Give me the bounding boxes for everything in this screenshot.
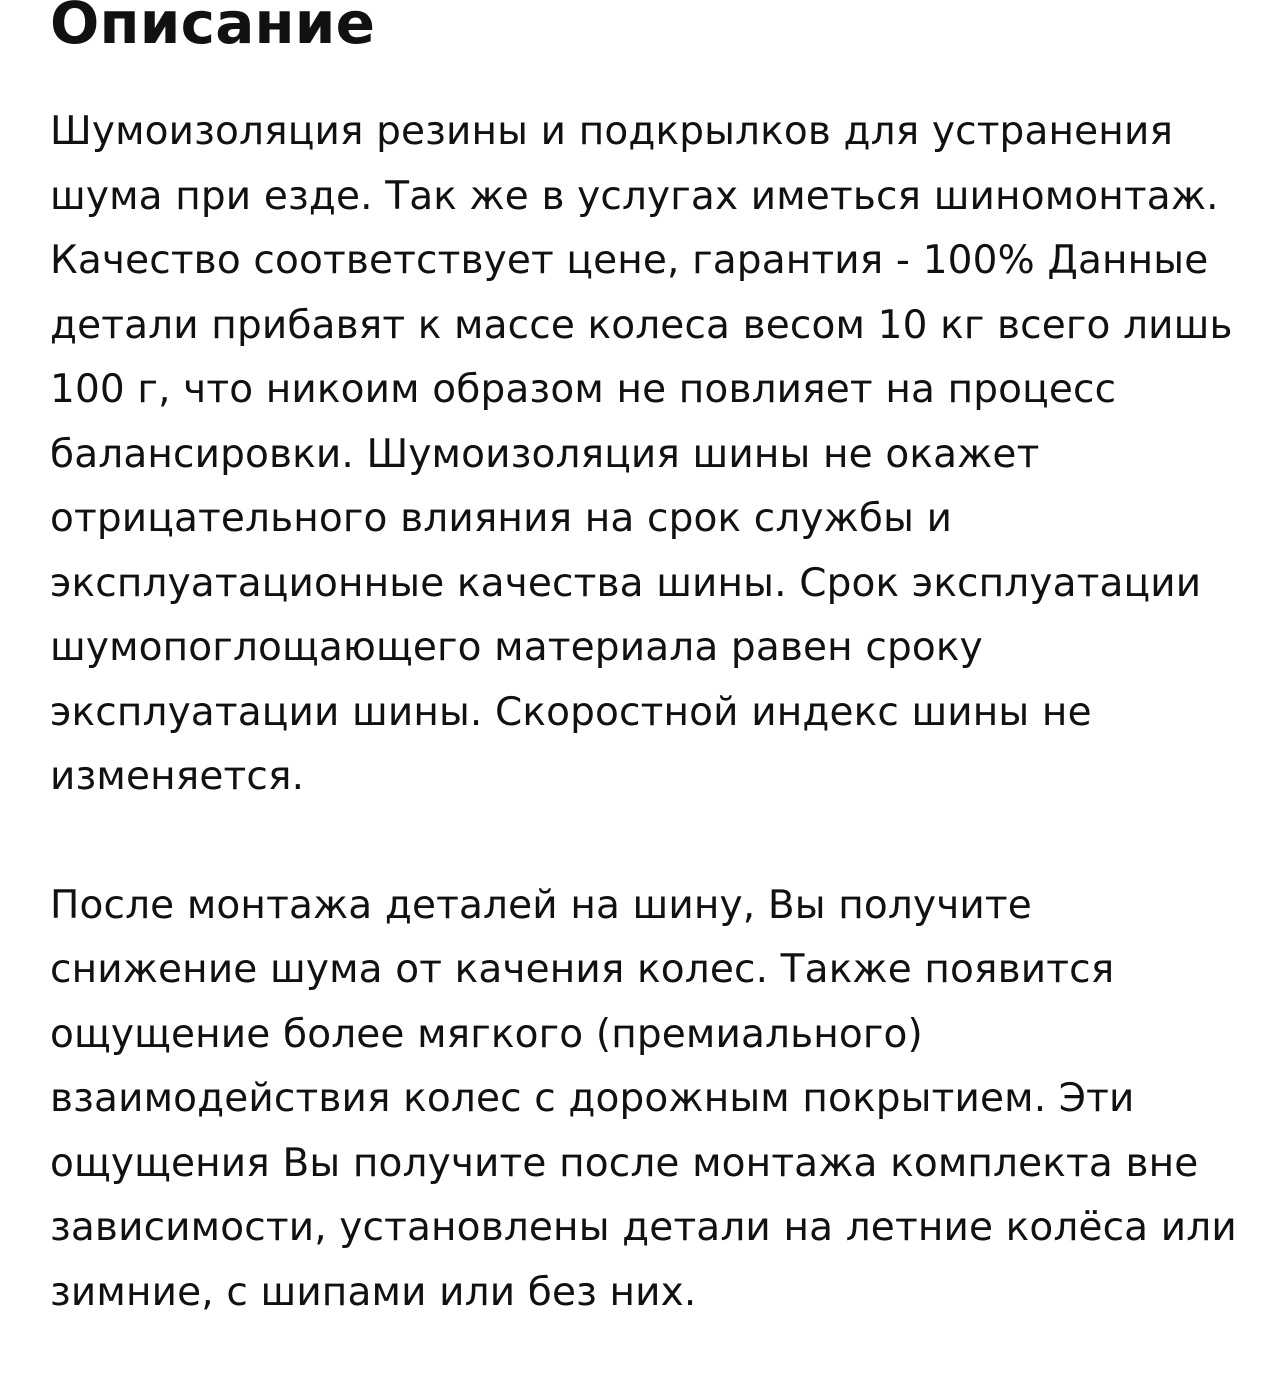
- description-body: [50, 100, 1240, 1325]
- section-title: Описание: [50, 0, 376, 57]
- description-paragraph-1: Шумоизоляция резины и подкрылков для устранения шума при езде. Так же в услугах иметься шиномонтаж. Качество соответствует цене, гарантия - 100% Данные детали прибавят к массе колеса весом 10 кг всего лишь 100 г, что никоим образом не повлияет на процесс балансировки. Шумоизоляция шины не окажет отрицательного влияния на срок службы и эксплуатационные качества шины. Срок эксплуатации шумопоглощающего материала равен сроку эксплуатации шины. Скоростной индекс шины не изменяется.: [50, 109, 1233, 799]
- description-paragraph-2: После монтажа деталей на шину, Вы получите снижение шума от качения колес. Также появится ощущение более мягкого (премиального) взаимодействия колес с дорожным покрытием. Эти ощущения Вы получите после монтажа комплекта вне зависимости, установлены детали на летние колёса или зимние, с шипами или без них.: [50, 882, 1237, 1315]
